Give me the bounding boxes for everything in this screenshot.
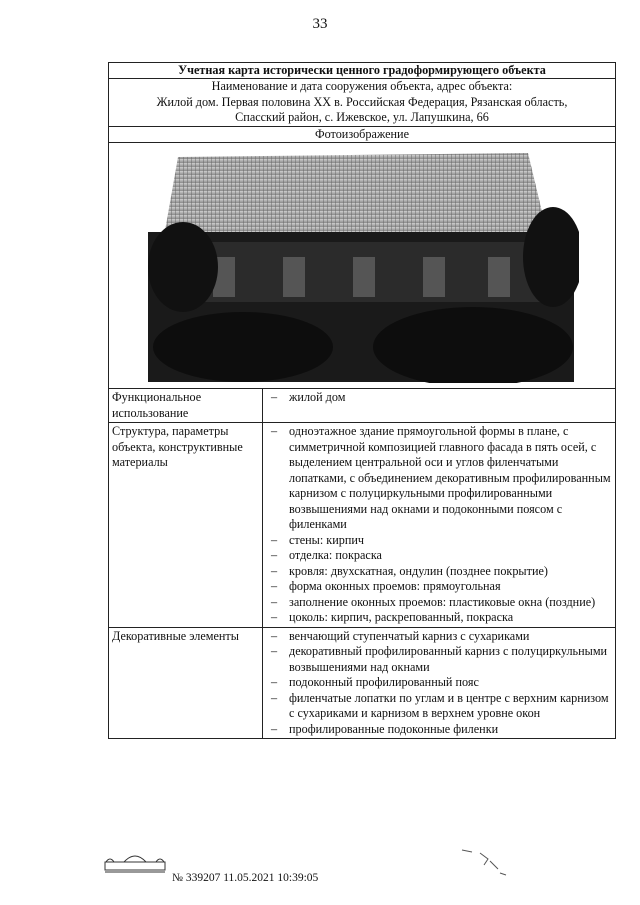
list-item: – цоколь: кирпич, раскрепованный, покраска (271, 610, 514, 624)
list-item: – подоконный профилированный пояс (271, 675, 479, 689)
list-item: – жилой дом (271, 390, 346, 404)
list-item: – декоративный профилированный карниз с полуциркульными возвышениями над окнами (271, 644, 608, 674)
row-label: Функциональное использование (109, 389, 263, 422)
page-number: 33 (312, 16, 328, 32)
list-item: – кровля: двухскатная, ондулин (позднее покрытие) (271, 563, 548, 578)
object-name-cell (109, 79, 615, 127)
list-item: – профилированные подоконные филенки (271, 721, 499, 736)
building-logo-icon (104, 852, 166, 874)
row-label: Структура, параметры объекта, конструктивные материалы (109, 423, 263, 627)
table-row-structure (109, 423, 615, 628)
list-item: – отделка: покраска (271, 548, 382, 562)
name-label: Наименование и дата сооружения объекта, адрес объекта: (211, 79, 513, 93)
list-item: – венчающий ступенчатый карниз с сухариками (271, 628, 530, 643)
photo-cell (109, 143, 615, 389)
list-item: – стены: кирпич (271, 532, 364, 547)
table-row-decor (109, 628, 615, 739)
photo-label: Фотоизображение (109, 127, 615, 144)
signature-mark (460, 845, 520, 880)
list-item: – одноэтажное здание прямоугольной формы в плане, с симметричной композицией главного фасада в пять осей, с выделением центральной оси и углов филенчатыми лопатками, с объединением декоративным профилированным карнизом с полуциркульными профилированными возвышениями над окнами и подоконными поясом с филенками (271, 424, 611, 531)
list-item: – форма оконных проемов: прямоугольная (271, 579, 501, 593)
table-row-function (109, 389, 615, 423)
row-label: Декоративные элементы (109, 628, 263, 739)
record-card-table (108, 62, 616, 739)
list-item: – заполнение оконных проемов: пластиковые окна (поздние) (271, 594, 596, 609)
registration-stamp: № 339207 11.05.2021 10:39:05 (172, 872, 319, 884)
card-title: Учетная карта исторически ценного градоформирующего объекта (109, 63, 615, 79)
list-item: – филенчатые лопатки по углам и в центре с верхним карнизом с сухариками и карнизом в верхнем уровне окон (271, 690, 609, 720)
name-line: Спасский район, с. Ижевское, ул. Лапушкина, 66 (235, 110, 489, 124)
house-photo (143, 147, 579, 383)
name-line: Жилой дом. Первая половина XX в. Российская Федерация, Рязанская область, (156, 94, 568, 109)
